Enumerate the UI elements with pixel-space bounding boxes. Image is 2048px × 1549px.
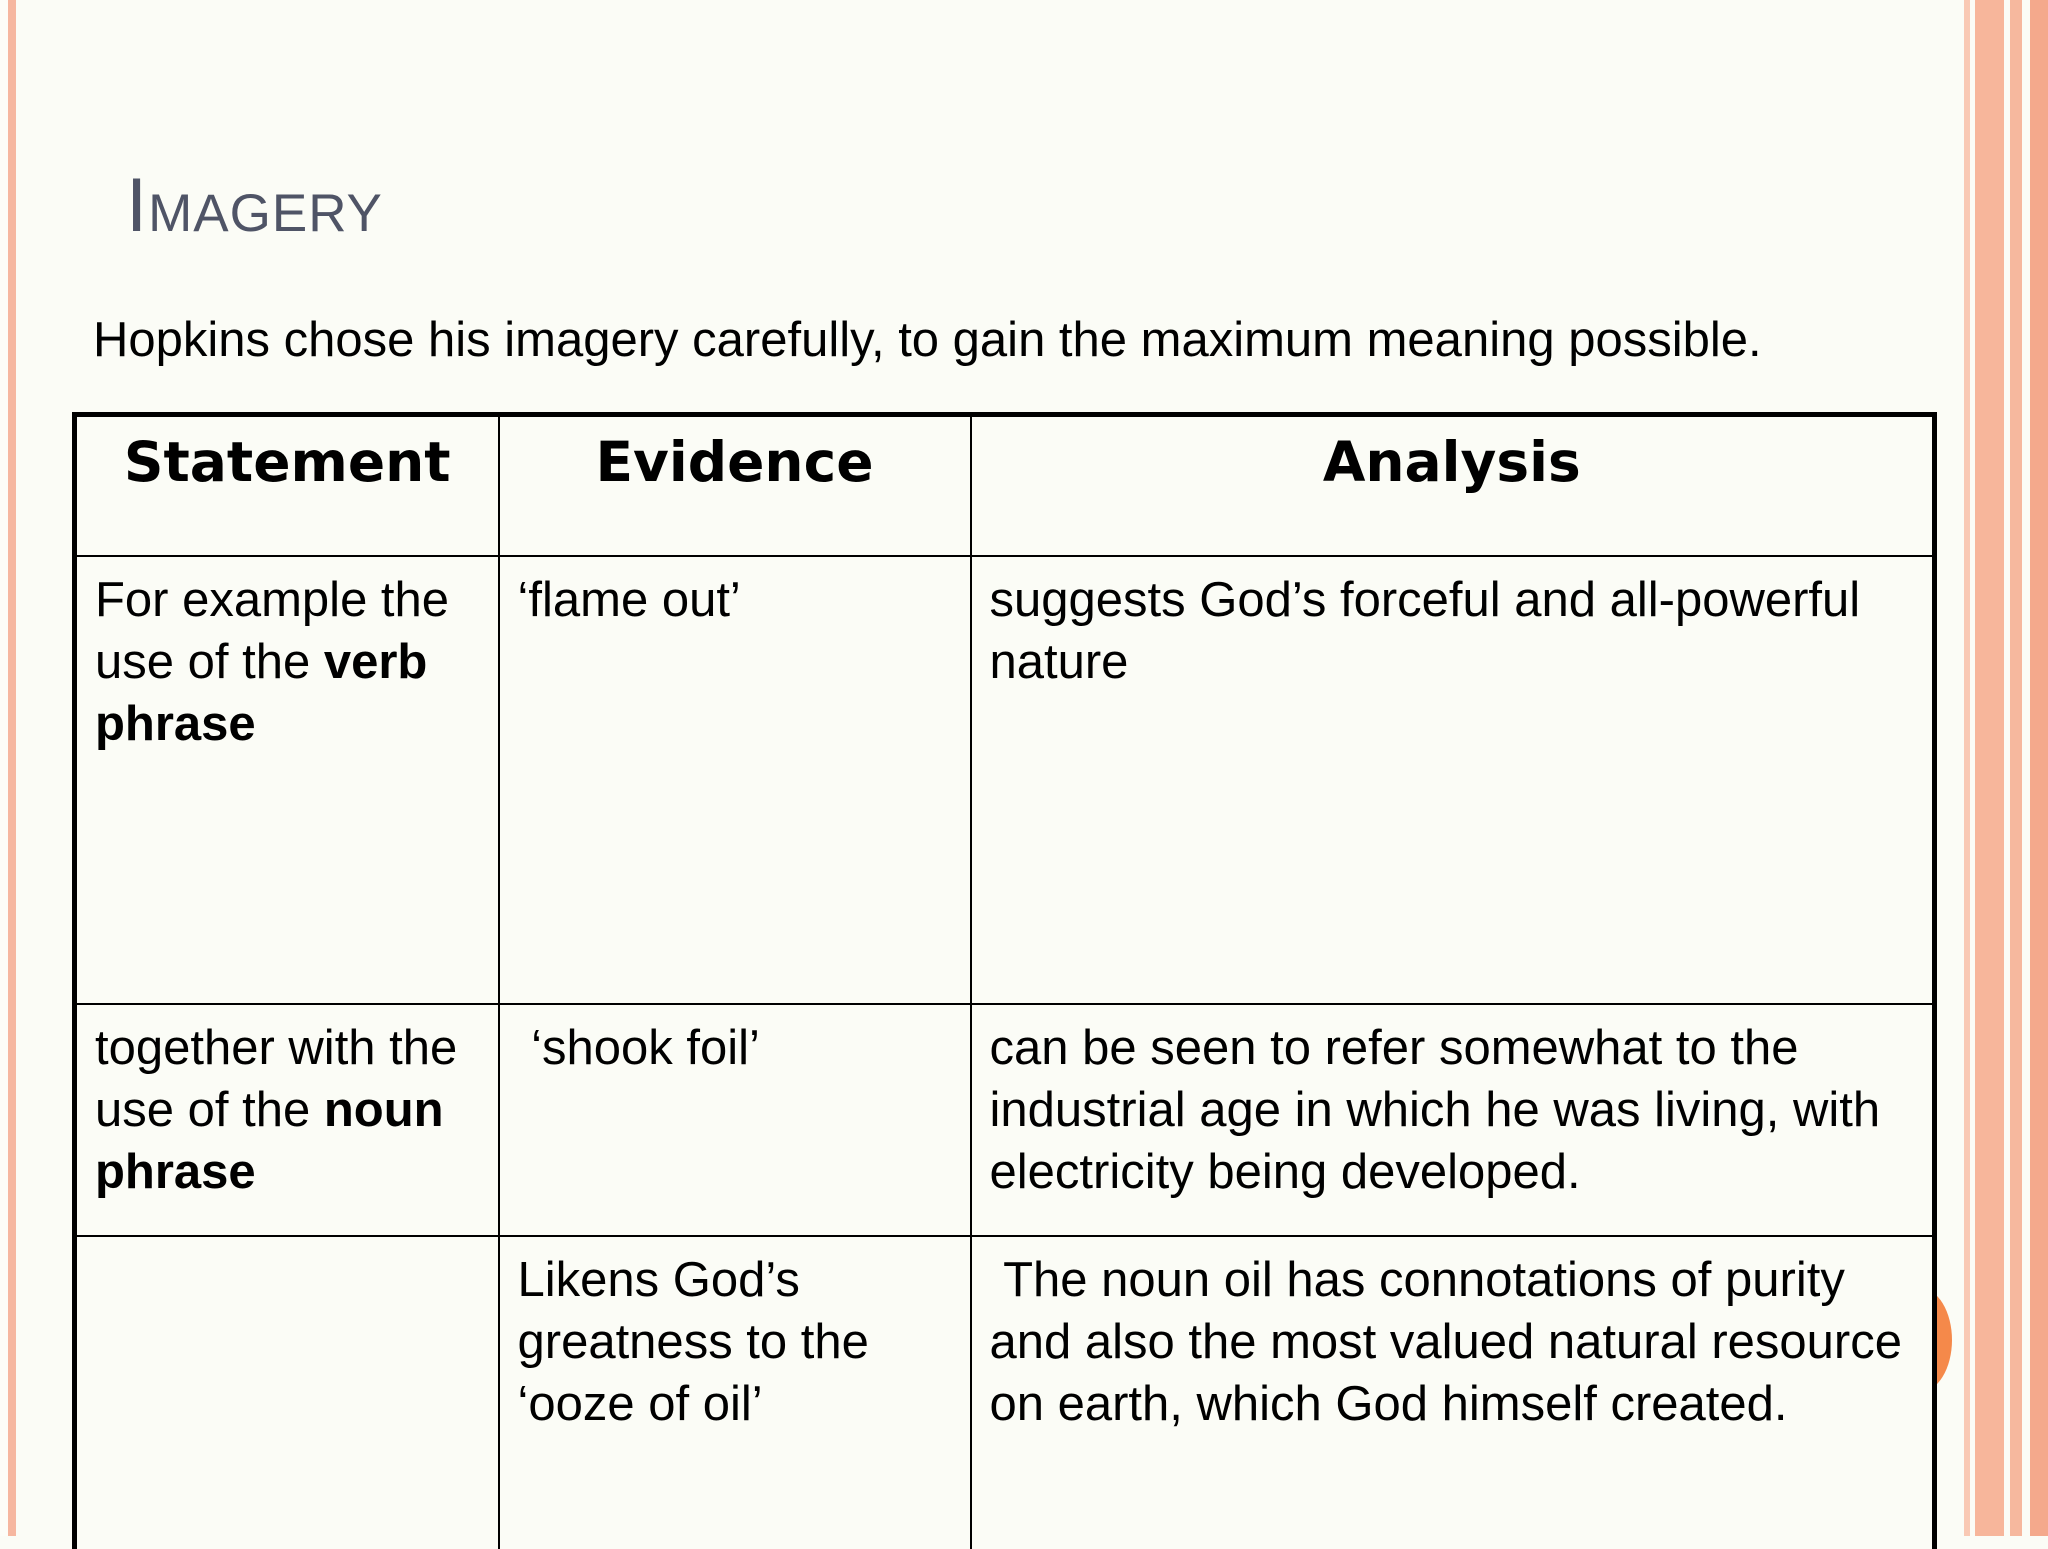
table-header-row (75, 415, 1935, 557)
table-row (75, 556, 1935, 1004)
statement-text: For example the use of the (95, 573, 450, 689)
table-row (75, 1004, 1935, 1236)
right-border-stripes (1958, 0, 2048, 1536)
statement-term: verb phrase (95, 635, 428, 751)
header-analysis: Analysis (971, 415, 1935, 557)
analysis-cell: The noun oil has connotations of purity and also the most valued natural resource on earth, which God himself created. (971, 1236, 1935, 1549)
analysis-cell: can be seen to refer somewhat to the industrial age in which he was living, with electricity being developed. (971, 1004, 1935, 1236)
header-evidence: Evidence (499, 415, 971, 557)
left-border-stripe (0, 0, 20, 1536)
statement-cell (75, 556, 499, 1004)
evidence-cell: ‘flame out’ (499, 556, 971, 1004)
evidence-cell: ‘shook foil’ (499, 1004, 971, 1236)
statement-term: noun phrase (95, 1083, 444, 1199)
table-row (75, 1236, 1935, 1549)
header-statement: Statement (75, 415, 499, 557)
slide-title: Imagery (126, 163, 383, 248)
slide-subtitle: Hopkins chose his imagery carefully, to gain the maximum meaning possible. (93, 313, 1762, 367)
statement-cell (75, 1236, 499, 1549)
imagery-table (72, 412, 1937, 1549)
statement-cell (75, 1004, 499, 1236)
evidence-cell: Likens God’s greatness to the ‘ooze of oil’ (499, 1236, 971, 1549)
statement-text: together with the use of the (95, 1021, 458, 1137)
analysis-cell: suggests God’s forceful and all-powerful nature (971, 556, 1935, 1004)
